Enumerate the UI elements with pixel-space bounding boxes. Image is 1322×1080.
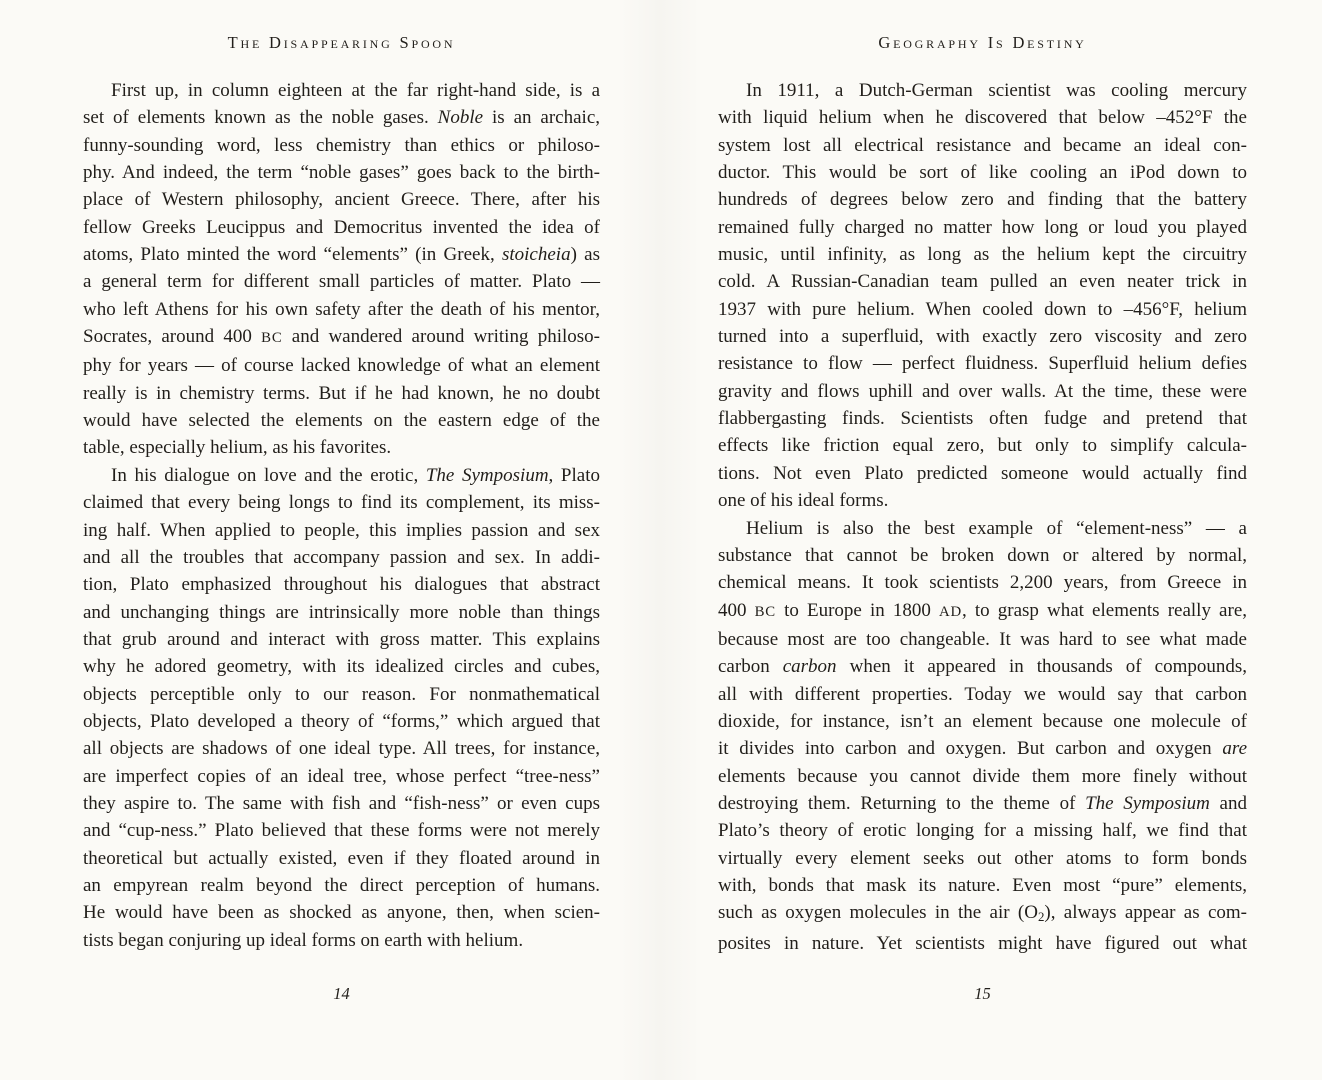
text-line: gravity and flows uphill and over walls. At the time, these were	[718, 380, 1247, 402]
text-line: posites in nature. Yet scientists might have figured out what	[718, 933, 1247, 955]
right-page	[718, 0, 1247, 1080]
text-line: effects like friction equal zero, but only to simplify calcula-	[718, 435, 1247, 457]
text-line: chemical means. It took scientists 2,200 years, from Greece in	[718, 572, 1247, 594]
text-line: music, until infinity, as long as the helium kept the circuitry	[718, 244, 1247, 266]
text-line: atoms, Plato minted the word “elements” (in Greek, stoicheia) as	[83, 244, 601, 266]
text-line: that grub around and interact with gross matter. This explains	[83, 628, 600, 650]
text-line: ing half. When applied to people, this implies passion and sex	[83, 519, 600, 541]
text-line: 400 BC to Europe in 1800 AD, to grasp what elements really are,	[718, 599, 1247, 621]
page-gutter	[620, 0, 700, 1080]
text-line: resistance to flow — perfect fluidness. Superfluid helium defies	[718, 353, 1247, 375]
text-line: carbon carbon when it appeared in thousands of compounds,	[718, 656, 1248, 678]
text-line: turned into a superfluid, with exactly zero viscosity and zero	[718, 326, 1247, 348]
running-header-right: Geography Is Destiny	[878, 33, 1087, 52]
right-page-body-text	[718, 77, 1247, 958]
text-line: table, especially helium, as his favorites.	[83, 437, 392, 459]
text-line: it divides into carbon and oxygen. But carbon and oxygen are	[718, 738, 1247, 760]
text-line: would have selected the elements on the eastern edge of the	[83, 410, 600, 432]
running-header-left: The Disappearing Spoon	[227, 33, 456, 52]
text-line: Socrates, around 400 BC and wandered around writing philoso-	[83, 326, 600, 348]
text-line: flabbergasting finds. Scientists often fudge and pretend that	[718, 408, 1247, 430]
text-line: with, bonds that mask its nature. Even most “pure” elements,	[718, 874, 1247, 896]
text-line: why he adored geometry, with its idealized circles and cubes,	[83, 656, 600, 678]
text-line: place of Western philosophy, ancient Greece. There, after his	[83, 189, 600, 211]
text-line: Helium is also the best example of “element-ness” — a	[746, 517, 1247, 539]
text-line: virtually every element seeks out other atoms to form bonds	[718, 847, 1247, 869]
text-line: tion, Plato emphasized throughout his dialogues that abstract	[83, 574, 600, 596]
text-line: and “cup-ness.” Plato believed that these forms were not merely	[83, 820, 600, 842]
text-line: In his dialogue on love and the erotic, The Symposium, Plato	[111, 464, 600, 486]
text-line: dioxide, for instance, isn’t an element because one molecule of	[718, 710, 1247, 732]
text-line: First up, in column eighteen at the far right-hand side, is a	[111, 80, 600, 101]
text-line: an empyrean realm beyond the direct perception of humans.	[83, 874, 600, 896]
left-page	[83, 0, 600, 1080]
text-line: phy. And indeed, the term “noble gases” goes back to the birth-	[83, 162, 600, 184]
text-line: In 1911, a Dutch-German scientist was cooling mercury	[746, 80, 1247, 101]
text-line: and all the troubles that accompany passion and sex. In addi-	[83, 546, 600, 568]
text-line: claimed that every being longs to find its complement, its miss-	[83, 492, 600, 514]
text-line: 1937 with pure helium. When cooled down to –456°F, helium	[718, 298, 1247, 320]
text-line: phy for years — of course lacked knowledge of what an element	[83, 355, 600, 377]
text-line: destroying them. Returning to the theme of The Symposium and	[718, 792, 1247, 814]
text-line: remained fully charged no matter how long or loud you played	[718, 216, 1247, 238]
page-number-left: 14	[333, 984, 350, 1003]
left-page-body-text	[83, 77, 600, 954]
text-line: funny-sounding word, less chemistry than ethics or philoso-	[83, 134, 600, 156]
text-line: system lost all electrical resistance and became an ideal con-	[718, 134, 1247, 156]
text-line: all with different properties. Today we would say that carbon	[718, 683, 1247, 705]
text-line: elements because you cannot divide them more finely without	[718, 765, 1247, 787]
text-line: who left Athens for his own safety after the death of his mentor,	[83, 298, 600, 320]
text-line: because most are too changeable. It was hard to see what made	[718, 628, 1247, 650]
text-line: substance that cannot be broken down or altered by normal,	[718, 544, 1247, 566]
text-line: they aspire to. The same with fish and “fish-ness” or even cups	[83, 792, 600, 814]
text-line: such as oxygen molecules in the air $(O_2)$, always appear as com-	[718, 902, 1247, 925]
text-line: objects, Plato developed a theory of “forms,” which argued that	[83, 710, 600, 732]
text-line: really is in chemistry terms. But if he had known, he no doubt	[83, 382, 600, 404]
text-line: ductor. This would be sort of like cooling an iPod down to	[718, 162, 1247, 184]
text-line: tists began conjuring up ideal forms on earth with helium.	[83, 929, 524, 951]
text-line: with liquid helium when he discovered that below –452°F the	[718, 107, 1247, 129]
text-line: and unchanging things are intrinsically more noble than things	[83, 601, 600, 623]
text-line: fellow Greeks Leucippus and Democritus invented the idea of	[83, 216, 600, 238]
text-line: theoretical but actually existed, even if they floated around in	[83, 847, 600, 869]
text-line: objects perceptible only to our reason. For nonmathematical	[83, 683, 600, 705]
text-line: all objects are shadows of one ideal type. All trees, for instance,	[83, 738, 600, 760]
text-line: tions. Not even Plato predicted someone would actually find	[718, 462, 1247, 484]
text-line: one of his ideal forms.	[718, 490, 889, 512]
text-line: a general term for different small particles of matter. Plato —	[83, 271, 600, 293]
text-line: set of elements known as the noble gases. Noble is an archaic,	[83, 107, 601, 129]
text-line: He would have been as shocked as anyone, then, when scien-	[83, 902, 600, 924]
text-line: are imperfect copies of an ideal tree, whose perfect “tree-ness”	[83, 765, 600, 787]
text-line: Plato’s theory of erotic longing for a missing half, we find that	[718, 820, 1247, 842]
text-line: hundreds of degrees below zero and finding that the battery	[718, 189, 1247, 211]
text-line: cold. A Russian-Canadian team pulled an even neater trick in	[718, 271, 1247, 293]
page-number-right: 15	[974, 984, 991, 1003]
